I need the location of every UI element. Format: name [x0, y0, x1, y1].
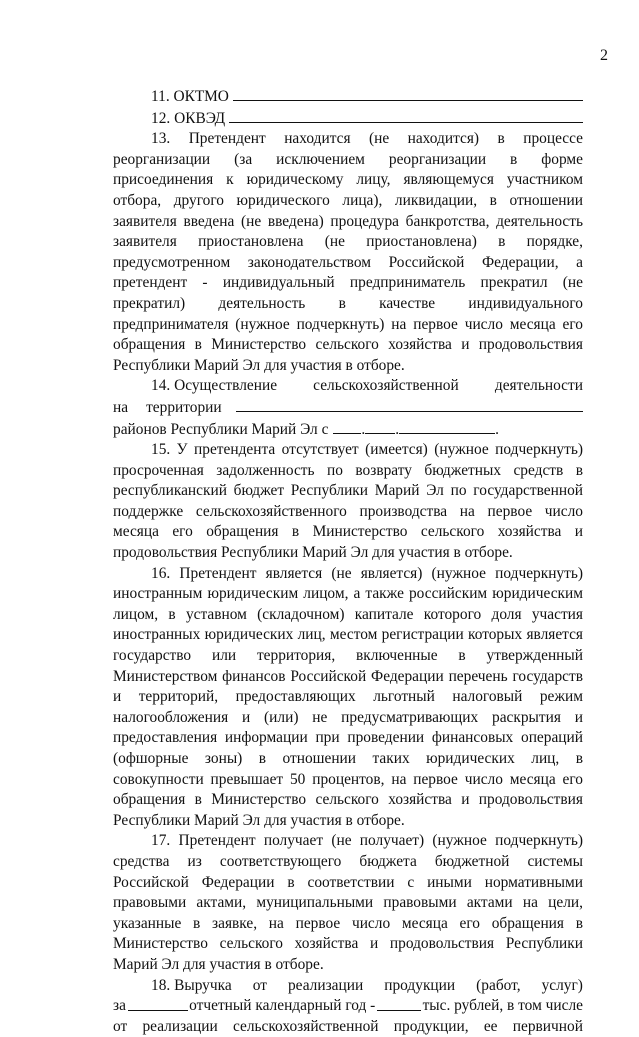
- paragraph-15: 15. У претендента отсутствует (имеется) (нужное подчеркнуть) просроченная задолженность по возврату бюджетных средств в республиканский бюджет Республики Марий Эл по государственной поддержке сельскохозяйственного производства на первое число месяца его обращения в Министерство сельского хозяйства и продовольствия Республики Марий Эл для участия в отборе.: [113, 441, 583, 562]
- p18-word: 18. Выручка: [151, 976, 232, 994]
- p14-word: на: [113, 398, 129, 416]
- p18-word: ее: [483, 1017, 498, 1035]
- p18-word: продукции,: [393, 1017, 469, 1035]
- p18-word: услуг): [541, 976, 583, 994]
- territory-blank[interactable]: [236, 397, 583, 412]
- p18-text: отчетный календарный год -: [189, 997, 376, 1015]
- month-blank[interactable]: [365, 419, 395, 434]
- paragraph-14-line-3: [113, 419, 583, 441]
- paragraph-18-line-3: [113, 1017, 583, 1037]
- paragraph-18-line-1: [113, 976, 583, 997]
- date-end-dot: .: [495, 420, 499, 438]
- page-number: 2: [600, 47, 608, 64]
- p18-word: продукции: [384, 976, 456, 994]
- oktmo-line: [113, 86, 583, 108]
- paragraph-18-line-2: [113, 996, 583, 1017]
- p18-word: от: [252, 976, 267, 994]
- okved-blank[interactable]: [229, 108, 583, 123]
- paragraph-13: 13. Претендент находится (не находится) в процессе реорганизации (за исключением реорганизации в форме присоединения к юридическому лицу, являющемуся участником отбора, другого юридического лица), ликвидации, в отношении заявителя введена (не введена) процедура банкротства, деятельность заявителя приостановлена (не приостановлена) в порядке, предусмотренном законодательством Российской Федерации, а претендент - индивидуальный предприниматель прекратил (не прекратил) деятельность в качестве индивидуального предпринимателя (нужное подчеркнуть) на первое число месяца его обращения в Министерство сельского хозяйства и продовольствия Республики Марий Эл для участия в отборе.: [113, 130, 583, 374]
- p14-word: сельскохозяйственной: [313, 377, 459, 395]
- p18-word: первичной: [512, 1017, 583, 1035]
- paragraph-16: 16. Претендент является (не является) (нужное подчеркнуть) иностранным юридическим лицом, а также российским юридическим лицом, в уставном (складочном) капитале которого доля участия иностранных юридических лиц, местом регистрации которых является государство или территория, включенные в утвержденный Министерством финансов Российской Федерации перечень государств и территорий, предоставляющих льготный налоговый режим налогообложения и (или) не предусматривающих раскрытия и предоставления информации при проведении финансовых операций (офшорные зоны) в отношении таких юридических лиц, в совокупности превышает 50 процентов, на первое число месяца его обращения в Министерство сельского хозяйства и продовольствия Республики Марий Эл для участия в отборе.: [113, 564, 583, 829]
- document-body: [113, 86, 583, 1037]
- okved-line: [113, 108, 583, 130]
- year-period-blank[interactable]: [128, 996, 188, 1011]
- paragraph-14-line-2: [113, 397, 583, 419]
- day-blank[interactable]: [333, 419, 361, 434]
- date-separator: .: [395, 420, 400, 438]
- paragraph-17: 17. Претендент получает (не получает) (нужное подчеркнуть) средства из соответствующего бюджета бюджетной системы Российской Федерации в соответствии с иными нормативными правовыми актами, муниципальными правовыми актами на цели, указанные в заявке, на первое число месяца его обращения в Министерство сельского хозяйства и продовольствия Республики Марий Эл для участия в отборе.: [113, 832, 583, 973]
- p18-word: (работ,: [476, 976, 521, 994]
- p18-word: от: [113, 1017, 128, 1035]
- p18-word: сельскохозяйственной: [232, 1017, 379, 1035]
- paragraph-14-line-1: [113, 376, 583, 397]
- p14-text: районов Республики Марий Эл с: [113, 420, 329, 438]
- p18-word: реализации: [142, 1017, 218, 1035]
- p14-word: территории: [146, 398, 222, 416]
- okved-label: 12. ОКВЭД: [151, 109, 226, 127]
- oktmo-label: 11. ОКТМО: [151, 88, 229, 105]
- p14-word: 14. Осуществление: [151, 377, 278, 395]
- year-blank[interactable]: [399, 419, 495, 434]
- p18-text: тыс. рублей, в том числе: [422, 997, 583, 1015]
- p18-word: реализации: [287, 976, 364, 994]
- p18-word: за: [113, 997, 126, 1015]
- p14-word: деятельности: [494, 377, 583, 395]
- revenue-blank[interactable]: [377, 996, 421, 1011]
- date-separator: .: [361, 420, 366, 438]
- oktmo-blank[interactable]: [233, 86, 583, 101]
